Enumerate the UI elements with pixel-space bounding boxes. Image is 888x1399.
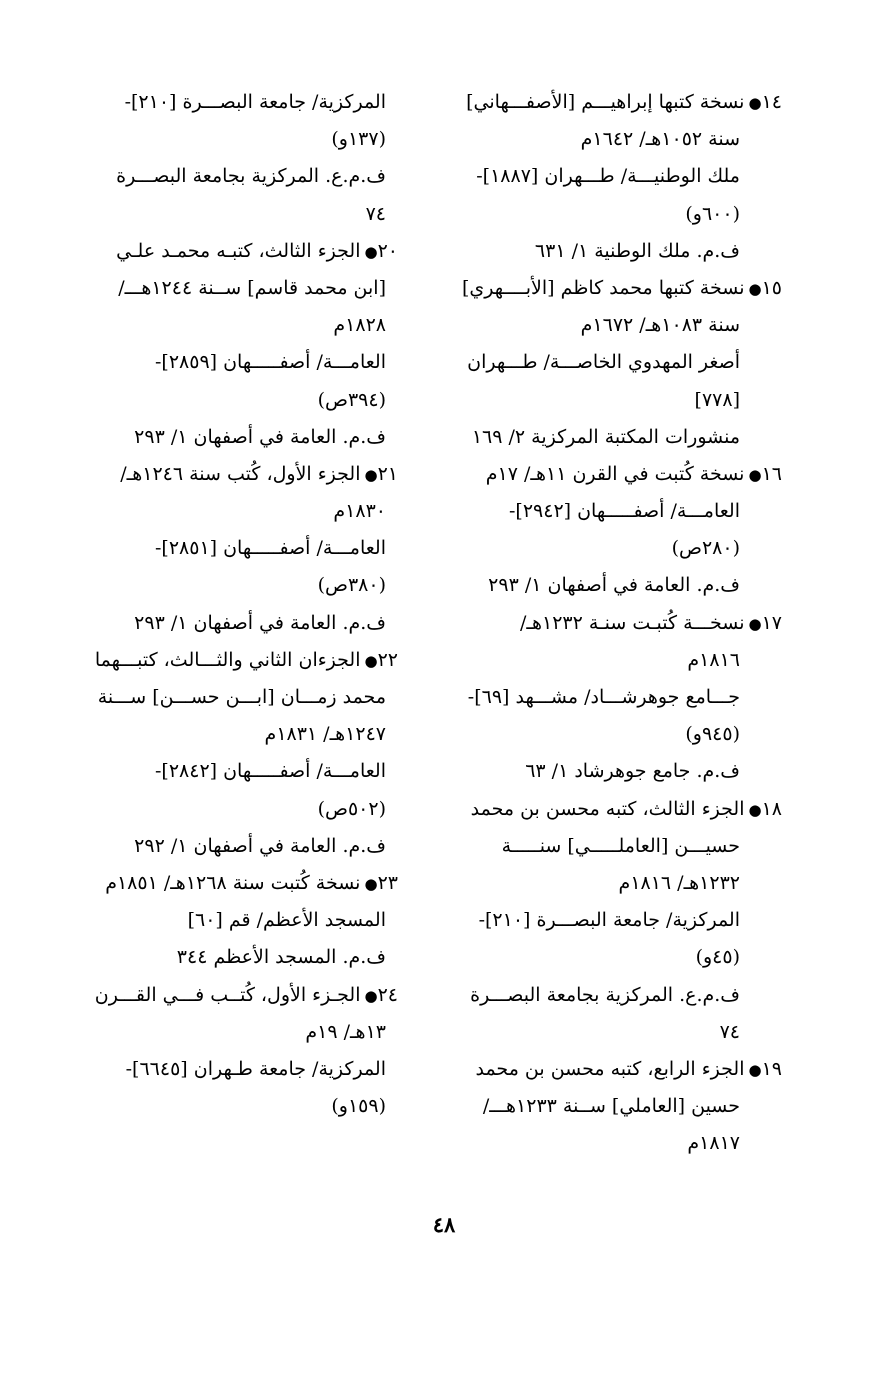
entry-line: المركزية/ جامعة طـهران [٦٦٤٥]- [125,1057,386,1080]
entry-line: ١٢٤٧هـ/ ١٨٣١م [264,723,386,746]
entry-line: المركزية/ جامعة البصـــرة [٢١٠]- [124,91,386,113]
entry-number: ٢٣ [377,871,398,894]
entry-line: (٢٨٠ص) [671,537,740,560]
entry-line: ١٨٣٠م [333,500,386,523]
bullet-icon: ● [748,614,762,633]
entry-line: (٥٠٢ص) [317,797,386,820]
entry-line: سنة ١٠٨٣هـ/ ١٦٧٢م [580,314,740,337]
entry-first-line: ٢٤●الجـزء الأول، كُتــب فـــي القـــرن [94,983,398,1006]
entry-line: العامـــة/ أصفـــــهان [٢٩٤٢]- [508,500,740,523]
entry-line: ١٨٢٨م [333,314,386,337]
entry-line: (٩٤٥و) [685,723,740,746]
entry-line: المسجد الأعظم/ قم [٦٠] [187,909,386,932]
entry-first-line: ١٨●الجزء الثالث، كتبه محسن بن محمد [470,797,782,820]
entry-first-line: ٢٠●الجزء الثالث، كتبـه محمـد علـي [116,239,398,262]
entry-line: ١٣هـ/ ١٩م [305,1020,386,1043]
entry-number: ١٦ [761,462,782,485]
bullet-icon: ● [748,465,762,484]
entry-number: ٢٤ [377,983,398,1006]
bullet-icon: ● [364,986,378,1005]
entry-line: (٣٩٤ص) [317,388,386,411]
entry-first-line: ١٩●الجزء الرابع، كتبه محسن بن محمد [475,1057,782,1080]
entry-line: العامـــة/ أصفـــــهان [٢٨٥١]- [154,537,386,560]
entry-number: ١٤ [761,91,782,113]
entry-line: أصغر المهدوي الخاصـــة/ طـــهران [467,351,740,374]
entry-line: ١٨١٦م [687,648,740,671]
bullet-icon: ● [748,800,762,819]
entry-number: ٢٢ [377,648,398,671]
entry-line: (١٣٧و) [331,128,386,151]
entry-first-line: ١٥●نسخة كتبها محمد كاظم [الأبــــهري] [461,276,782,299]
entry-line: ف.م. العامة في أصفهان ١/ ٢٩٣ [134,425,386,448]
left-column [53,84,398,1125]
entry-number: ١٨ [761,797,782,820]
entry-number: ١٩ [761,1057,782,1080]
bullet-icon: ● [748,279,762,298]
bullet-icon: ● [364,242,378,261]
entry-first-line: ٢٢●الجزءان الثاني والثـــالث، كتبـــهما [94,648,398,671]
entry-line: [ابن محمد قاسم] ســنة ١٢٤٤هـــ/ [118,276,386,299]
entry-line: (٣٨٠ص) [317,574,386,597]
entry-line: (٤٥و) [695,946,740,969]
entry-line: منشورات المكتبة المركزية ٢/ ١٦٩ [471,425,740,448]
entry-line: محمد زمـــان [ابـــن حســـن] ســـنة [97,686,386,708]
entry-line: ١٨١٧م [687,1132,740,1155]
entry-line: العامـــة/ أصفـــــهان [٢٨٤٢]- [154,760,386,783]
entry-number: ٢٠ [377,239,398,262]
bullet-icon: ● [748,94,762,112]
bullet-icon: ● [748,1060,762,1079]
bullet-icon: ● [364,465,378,484]
entry-line: حسين [العاملي] ســنة ١٢٣٣هـــ/ [482,1095,740,1118]
entry-line: العامـــة/ أصفـــــهان [٢٨٥٩]- [154,351,386,374]
entry-line: ف.م.ع. المركزية بجامعة البصـــرة [470,983,740,1006]
entry-line: ف.م. المسجد الأعظم ٣٤٤ [176,946,386,969]
entry-line: ف.م. العامة في أصفهان ١/ ٢٩٢ [134,834,386,857]
entry-line: ف.م. ملك الوطنية ١/ ٦٣١ [534,239,740,262]
entry-first-line: ١٤●نسخة كتبها إبراهيـــم [الأصفـــهاني] [466,91,782,113]
bullet-icon: ● [364,874,378,893]
entry-line: جـــامع جوهرشـــاد/ مشـــهد [٦٩]- [467,686,740,708]
entry-number: ١٧ [761,611,782,634]
entry-line: حسيـــن [العاملـــــي] سنـــــة [501,834,740,857]
entry-line: ٧٤ [365,202,386,225]
entry-line: ف.م. العامة في أصفهان ١/ ٢٩٣ [134,611,386,634]
entry-first-line: ١٦●نسخة كُتبت في القرن ١١هـ/ ١٧م [485,462,782,485]
entry-first-line: ٢١●الجزء الأول، كُتب سنة ١٢٤٦هـ/ [120,462,398,485]
bullet-icon: ● [364,651,378,670]
entry-line: ف.م. جامع جوهرشاد ١/ ٦٣ [525,760,740,783]
entry-line: ٧٤ [719,1020,740,1043]
entry-line: ف.م. العامة في أصفهان ١/ ٢٩٣ [488,574,740,597]
entry-first-line: ١٧●نسخـــة كُتبـت سنـة ١٢٣٢هـ/ [520,611,782,634]
entry-line: (٦٠٠و) [685,202,740,225]
entry-line: سنة ١٠٥٢هـ/ ١٦٤٢م [580,128,740,151]
right-column [442,84,782,1162]
entry-line: ١٢٣٢هـ/ ١٨١٦م [618,871,740,894]
page-number: ٤٨ [432,1212,456,1237]
entry-number: ٢١ [377,462,398,485]
entry-line: المركزية/ جامعة البصـــرة [٢١٠]- [478,909,740,932]
entry-first-line: ٢٣●نسخة كُتبت سنة ١٢٦٨هـ/ ١٨٥١م [105,871,398,894]
entry-line: (١٥٩و) [331,1095,386,1118]
entry-line: ملك الوطنيـــة/ طـــهران [١٨٨٧]- [476,165,740,188]
entry-line: [٧٧٨] [694,388,740,411]
entry-line: ف.م.ع. المركزية بجامعة البصـــرة [116,165,386,188]
entry-number: ١٥ [761,276,782,299]
